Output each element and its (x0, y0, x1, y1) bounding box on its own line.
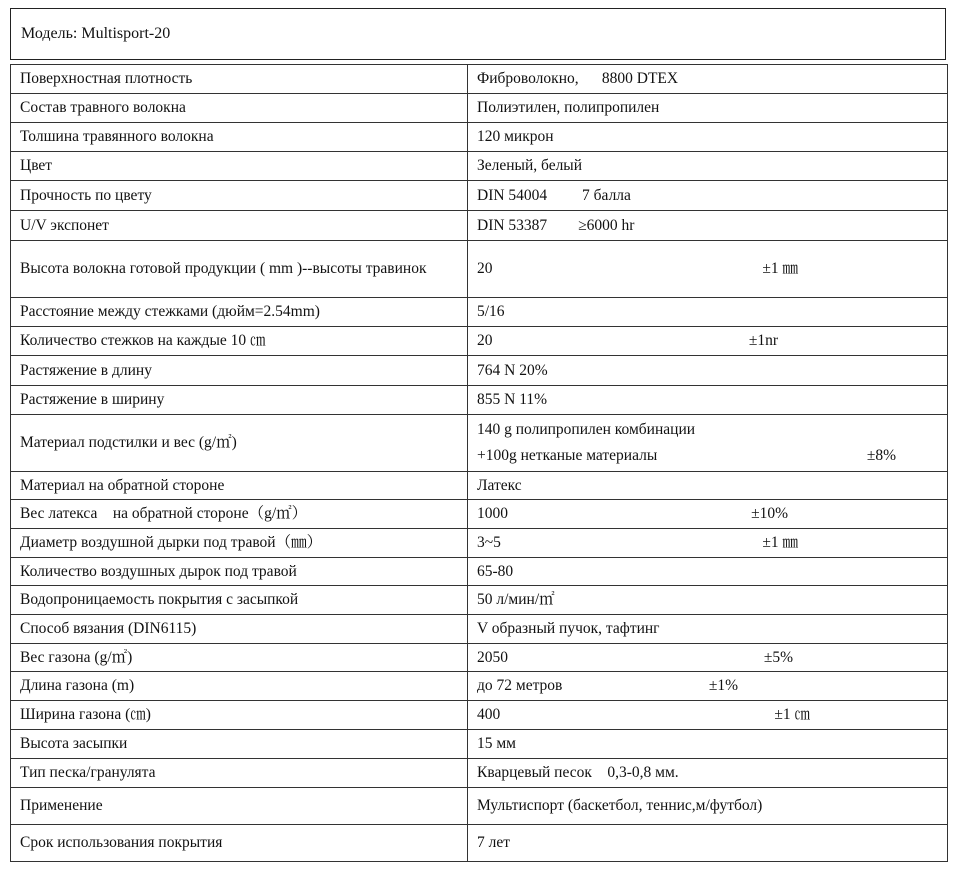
table-row (11, 241, 948, 298)
row-value: DIN 54004 7 балла (468, 181, 948, 211)
row-value: 120 микрон (468, 123, 948, 152)
row-value: Зеленый, белый (468, 152, 948, 181)
table-row (11, 211, 948, 241)
row-key: Количество стежков на каждые 10 ㎝ (11, 327, 468, 356)
row-value: 7 лет (468, 825, 948, 862)
row-key: Водопроницаемость покрытия с засыпкой (11, 586, 468, 615)
table-row (11, 644, 948, 672)
row-key: Вес газона (g/㎡) (11, 644, 468, 672)
table-row (11, 94, 948, 123)
row-value: Фиброволокно, 8800 DTEX (468, 65, 948, 94)
table-row (11, 356, 948, 386)
row-value: 15 мм (468, 730, 948, 759)
table-row (11, 615, 948, 644)
row-key: Толшина травянного волокна (11, 123, 468, 152)
row-value: DIN 53387 ≥6000 hr (468, 211, 948, 241)
table-row (11, 152, 948, 181)
row-tolerance: ±10% (751, 505, 788, 522)
row-value: Полиэтилен, полипропилен (468, 94, 948, 123)
row-key: Материал подстилки и вес (g/㎡) (11, 415, 468, 472)
row-key: Материал на обратной стороне (11, 472, 468, 500)
row-value-cell (468, 241, 948, 298)
row-value: 855 N 11% (468, 386, 948, 415)
spec-table (10, 64, 948, 862)
table-row (11, 759, 948, 788)
table-row (11, 558, 948, 586)
row-tolerance: ±1nr (748, 332, 778, 349)
row-key: Прочность по цвету (11, 181, 468, 211)
row-key: Длина газона (m) (11, 672, 468, 701)
row-value-cell (468, 327, 948, 356)
table-row (11, 415, 948, 472)
row-key: Диаметр воздушной дырки под травой（㎜） (11, 529, 468, 558)
row-value: Латекс (468, 472, 948, 500)
row-key: Способ вязания (DIN6115) (11, 615, 468, 644)
row-value-line1: 140 g полипропилен комбинации (477, 421, 696, 438)
row-value: 764 N 20% (468, 356, 948, 386)
table-row (11, 788, 948, 825)
row-value: Мультиспорт (баскетбол, теннис,м/футбол) (468, 788, 948, 825)
row-value-cell (468, 415, 948, 472)
row-key: Растяжение в длину (11, 356, 468, 386)
row-tolerance: ±1 ㎜ (762, 534, 798, 551)
row-value: 20 (477, 332, 493, 349)
row-value-cell (468, 500, 948, 529)
row-tolerance: ±1 ㎝ (774, 706, 810, 723)
row-value: 3~5 (477, 534, 501, 551)
table-row (11, 730, 948, 759)
table-row (11, 327, 948, 356)
row-key: U/V экспонет (11, 211, 468, 241)
table-row (11, 123, 948, 152)
table-row (11, 586, 948, 615)
table-row (11, 825, 948, 862)
row-value-cell (468, 672, 948, 701)
row-key: Тип песка/гранулята (11, 759, 468, 788)
row-value: 20 (477, 260, 493, 277)
table-row (11, 701, 948, 730)
row-value: до 72 метров (477, 677, 563, 694)
table-row (11, 65, 948, 94)
table-row (11, 181, 948, 211)
table-row (11, 500, 948, 529)
row-value-line2: +100g нетканые материалы (477, 447, 658, 464)
row-key: Цвет (11, 152, 468, 181)
row-value: 1000 (477, 505, 508, 522)
table-row (11, 672, 948, 701)
row-key: Вес латекса на обратной стороне（g/㎡） (11, 500, 468, 529)
row-value: V образный пучок, тафтинг (468, 615, 948, 644)
row-value-cell (468, 644, 948, 672)
row-key: Высота волокна готовой продукции ( mm )--высоты травинок (11, 241, 468, 298)
row-key: Применение (11, 788, 468, 825)
row-key: Ширина газона (㎝) (11, 701, 468, 730)
row-value-cell (468, 529, 948, 558)
row-tolerance: ±1 ㎜ (762, 260, 798, 277)
row-value: 65-80 (468, 558, 948, 586)
row-value-cell (468, 701, 948, 730)
row-key: Растяжение в ширину (11, 386, 468, 415)
row-value: 2050 (477, 648, 508, 666)
row-tolerance: ±8% (866, 447, 896, 464)
row-value: 5/16 (468, 298, 948, 327)
row-value: 50 л/мин/㎡ (468, 586, 948, 615)
table-row (11, 298, 948, 327)
table-row (11, 472, 948, 500)
row-key: Высота засыпки (11, 730, 468, 759)
row-value: Кварцевый песок 0,3-0,8 мм. (468, 759, 948, 788)
row-key: Срок использования покрытия (11, 825, 468, 862)
model-title-box (10, 8, 946, 60)
row-tolerance: ±1% (708, 677, 738, 694)
table-row (11, 386, 948, 415)
row-key: Расстояние между стежками (дюйм=2.54mm) (11, 298, 468, 327)
row-key: Количество воздушных дырок под травой (11, 558, 468, 586)
model-title: Модель: Multisport-20 (21, 25, 171, 42)
row-key: Состав травного волокна (11, 94, 468, 123)
row-key: Поверхностная плотность (11, 65, 468, 94)
table-row (11, 529, 948, 558)
row-tolerance: ±5% (763, 648, 793, 666)
row-value: 400 (477, 706, 501, 723)
